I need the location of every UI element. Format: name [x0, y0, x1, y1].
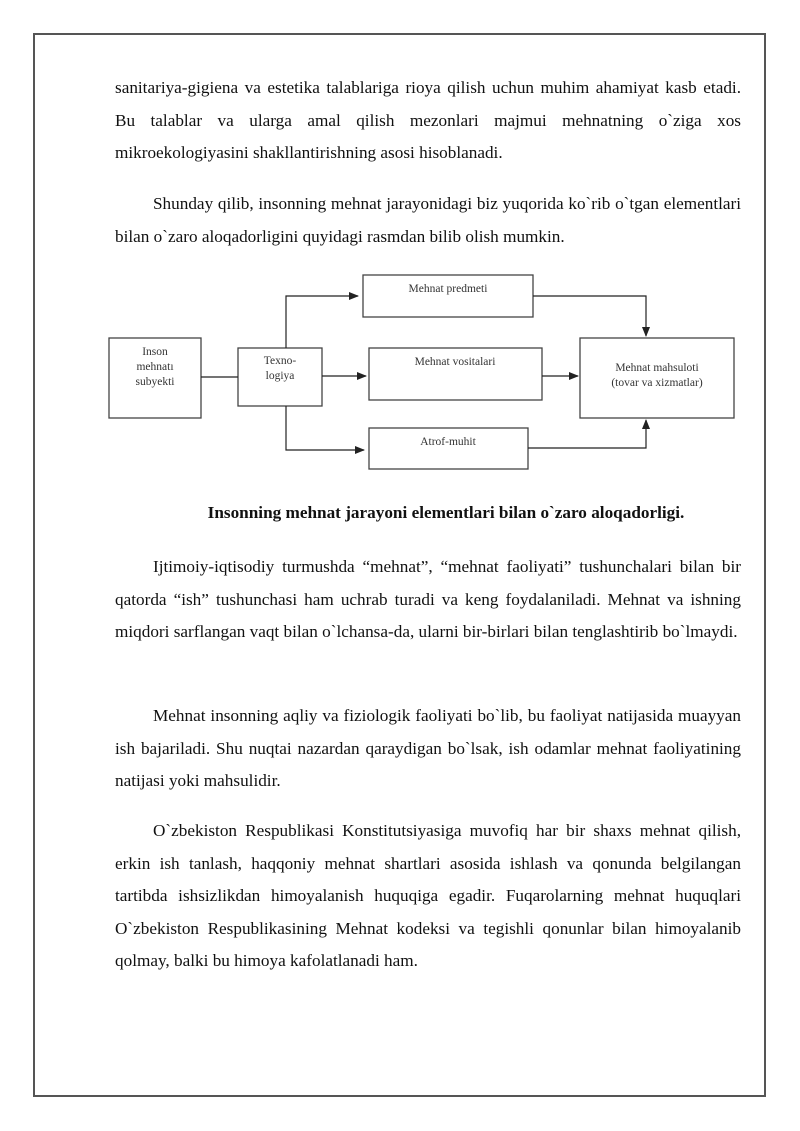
arrow-object-product: [533, 296, 646, 336]
paragraph-3: Ijtimoiy-iqtisodiy turmushda “mehnat”, “mehnat faoliyati” tushunchalari bilan bir qatorda “ish” tushunchasi ham uchrab turadi va keng foydalaniladi. Mehnat va ishning miqdori sarflangan vaqt bilan o`lchansa-da, ularni bir-birlari bilan tenglashtirib bo`lmaydi.: [115, 557, 741, 642]
environment-label: Atrof-muhit: [420, 436, 476, 448]
arrow-technology-environment: [286, 406, 364, 450]
means-label: Mehnat vositalari: [414, 356, 496, 368]
product-label-1: Mehnat mahsuloti: [615, 362, 699, 374]
arrow-environment-product: [528, 420, 646, 448]
object-label: Mehnat predmeti: [408, 283, 488, 295]
paragraph-1: sanitariya-gigiena va estetika talablariga rioya qilish uchun muhim ahamiyat kasb etadi. Bu talablar va ularga amal qilish mezonlari majmui mehnatning o`ziga xos mikroekologiyasini shakllantirishning asosi hisoblanadi.: [115, 78, 741, 163]
object-box: [363, 275, 533, 317]
product-label-2: (tovar va xizmatlar): [611, 377, 703, 389]
environment-box: [369, 428, 528, 469]
subject-label-2: mehnatı: [136, 361, 174, 373]
paragraph-2: Shunday qilib, insonning mehnat jarayonidagi biz yuqorida ko`rib o`tgan elementlari bilan o`zaro aloqadorligini quyidagi rasmdan bilib olish mumkin.: [115, 194, 741, 246]
paragraph-4: Mehnat insonning aqliy va fiziologik faoliyati bo`lib, bu faoliyat natijasida muayyan ish bajariladi. Shu nuqtai nazardan qaraydigan bo`lsak, ish odamlar mehnat faoliyatining natijasi yoki mahsulidir.: [115, 706, 741, 791]
subject-label-1: Inson: [142, 346, 168, 358]
figure-caption: Insonning mehnat jarayoni elementlari bilan o`zaro aloqadorligi.: [207, 503, 685, 522]
technology-label-2: logiya: [265, 370, 295, 382]
technology-label-1: Texno-: [263, 355, 297, 367]
subject-label-3: subyekti: [135, 376, 175, 388]
process-diagram: [0, 0, 800, 500]
paragraph-5: O`zbekiston Respublikasi Konstitutsiyasiga muvofiq har bir shaxs mehnat qilish, erkin ish tanlash, haqqoniy mehnat shartlari asosida ishlash va qonunda belgilangan tartibda ishsizlikdan himoyalanish huquqiga egadir. Fuqarolarning mehnat huquqlari O`zbekiston Respublikasining Mehnat kodeksi va tegishli qonunlar bilan himoyalanib qolmay, balki bu himoya kafolatlanadi ham.: [115, 821, 741, 971]
arrow-technology-object: [286, 296, 358, 348]
